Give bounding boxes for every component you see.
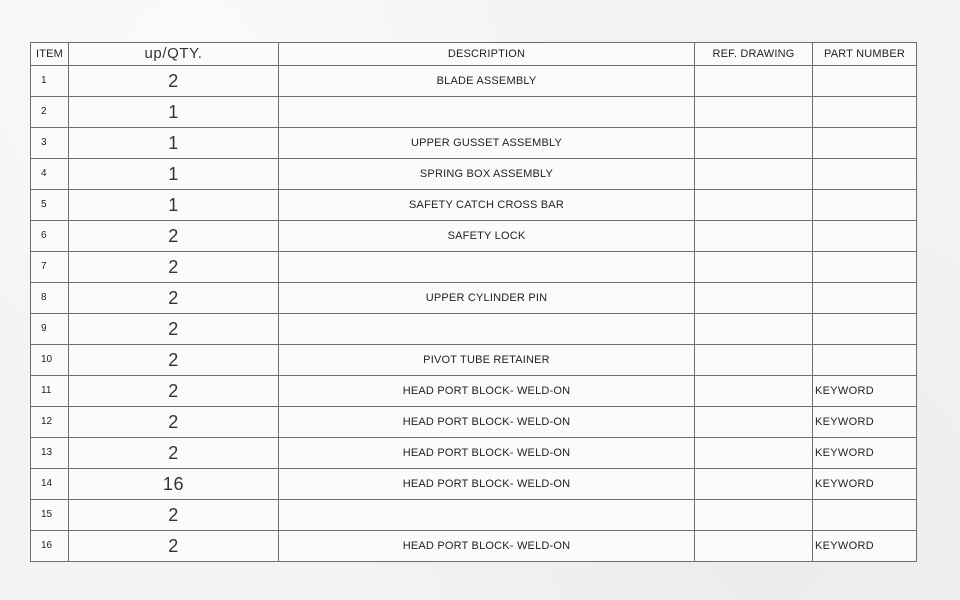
cell-qty: 2 bbox=[69, 531, 279, 562]
cell-item: 6 bbox=[31, 221, 69, 252]
cell-item: 2 bbox=[31, 97, 69, 128]
cell-item: 5 bbox=[31, 190, 69, 221]
cell-qty: 2 bbox=[69, 438, 279, 469]
cell-qty: 1 bbox=[69, 190, 279, 221]
header-item: ITEM bbox=[31, 43, 69, 66]
cell-qty: 16 bbox=[69, 469, 279, 500]
header-description: DESCRIPTION bbox=[279, 43, 695, 66]
table-row bbox=[31, 407, 917, 438]
table-row bbox=[31, 314, 917, 345]
table-row bbox=[31, 345, 917, 376]
cell-qty: 2 bbox=[69, 314, 279, 345]
cell-description: HEAD PORT BLOCK- WELD-ON bbox=[279, 407, 695, 438]
header-part-number: PART NUMBER bbox=[813, 43, 917, 66]
cell-description: SPRING BOX ASSEMBLY bbox=[279, 159, 695, 190]
cell-part-number bbox=[813, 128, 917, 159]
cell-part-number: KEYWORD bbox=[813, 376, 917, 407]
cell-item: 7 bbox=[31, 252, 69, 283]
header-qty: up/QTY. bbox=[69, 43, 279, 66]
cell-ref-drawing bbox=[695, 376, 813, 407]
cell-part-number: KEYWORD bbox=[813, 531, 917, 562]
table-header bbox=[31, 43, 917, 66]
table-row bbox=[31, 376, 917, 407]
cell-description: HEAD PORT BLOCK- WELD-ON bbox=[279, 531, 695, 562]
cell-description bbox=[279, 500, 695, 531]
table-row bbox=[31, 221, 917, 252]
cell-item: 11 bbox=[31, 376, 69, 407]
cell-item: 13 bbox=[31, 438, 69, 469]
cell-item: 3 bbox=[31, 128, 69, 159]
cell-item: 12 bbox=[31, 407, 69, 438]
cell-qty: 2 bbox=[69, 376, 279, 407]
cell-part-number bbox=[813, 283, 917, 314]
cell-item: 8 bbox=[31, 283, 69, 314]
cell-part-number bbox=[813, 66, 917, 97]
cell-item: 4 bbox=[31, 159, 69, 190]
table-row bbox=[31, 128, 917, 159]
cell-ref-drawing bbox=[695, 221, 813, 252]
cell-ref-drawing bbox=[695, 97, 813, 128]
cell-part-number bbox=[813, 190, 917, 221]
cell-ref-drawing bbox=[695, 469, 813, 500]
cell-part-number: KEYWORD bbox=[813, 469, 917, 500]
cell-qty: 2 bbox=[69, 345, 279, 376]
cell-ref-drawing bbox=[695, 345, 813, 376]
cell-ref-drawing bbox=[695, 438, 813, 469]
table-body bbox=[31, 66, 917, 562]
cell-description: PIVOT TUBE RETAINER bbox=[279, 345, 695, 376]
table-row bbox=[31, 283, 917, 314]
cell-part-number bbox=[813, 314, 917, 345]
cell-part-number bbox=[813, 345, 917, 376]
cell-description: UPPER CYLINDER PIN bbox=[279, 283, 695, 314]
header-row bbox=[31, 43, 917, 66]
cell-description bbox=[279, 97, 695, 128]
cell-description: SAFETY LOCK bbox=[279, 221, 695, 252]
cell-ref-drawing bbox=[695, 252, 813, 283]
cell-item: 10 bbox=[31, 345, 69, 376]
table-row bbox=[31, 97, 917, 128]
cell-part-number bbox=[813, 252, 917, 283]
bill-of-materials-table bbox=[30, 42, 917, 562]
table-row bbox=[31, 531, 917, 562]
table-row bbox=[31, 438, 917, 469]
header-ref-drawing: REF. DRAWING bbox=[695, 43, 813, 66]
table-row bbox=[31, 469, 917, 500]
cell-ref-drawing bbox=[695, 66, 813, 97]
cell-ref-drawing bbox=[695, 500, 813, 531]
cell-item: 14 bbox=[31, 469, 69, 500]
cell-part-number bbox=[813, 159, 917, 190]
cell-part-number bbox=[813, 221, 917, 252]
cell-qty: 2 bbox=[69, 500, 279, 531]
cell-part-number: KEYWORD bbox=[813, 438, 917, 469]
cell-ref-drawing bbox=[695, 128, 813, 159]
cell-description: SAFETY CATCH CROSS BAR bbox=[279, 190, 695, 221]
table-row bbox=[31, 190, 917, 221]
cell-qty: 2 bbox=[69, 66, 279, 97]
cell-item: 1 bbox=[31, 66, 69, 97]
cell-ref-drawing bbox=[695, 159, 813, 190]
cell-qty: 2 bbox=[69, 221, 279, 252]
cell-item: 15 bbox=[31, 500, 69, 531]
cell-qty: 2 bbox=[69, 252, 279, 283]
cell-description bbox=[279, 314, 695, 345]
cell-description: BLADE ASSEMBLY bbox=[279, 66, 695, 97]
table-row bbox=[31, 500, 917, 531]
cell-part-number bbox=[813, 97, 917, 128]
cell-description: HEAD PORT BLOCK- WELD-ON bbox=[279, 438, 695, 469]
table-row bbox=[31, 252, 917, 283]
cell-qty: 2 bbox=[69, 407, 279, 438]
cell-description: UPPER GUSSET ASSEMBLY bbox=[279, 128, 695, 159]
cell-description: HEAD PORT BLOCK- WELD-ON bbox=[279, 469, 695, 500]
cell-part-number: KEYWORD bbox=[813, 407, 917, 438]
cell-description: HEAD PORT BLOCK- WELD-ON bbox=[279, 376, 695, 407]
cell-description bbox=[279, 252, 695, 283]
cell-qty: 1 bbox=[69, 97, 279, 128]
cell-item: 16 bbox=[31, 531, 69, 562]
cell-ref-drawing bbox=[695, 190, 813, 221]
cell-ref-drawing bbox=[695, 314, 813, 345]
cell-item: 9 bbox=[31, 314, 69, 345]
table-row bbox=[31, 66, 917, 97]
cell-ref-drawing bbox=[695, 407, 813, 438]
cell-ref-drawing bbox=[695, 283, 813, 314]
cell-ref-drawing bbox=[695, 531, 813, 562]
cell-qty: 1 bbox=[69, 128, 279, 159]
cell-part-number bbox=[813, 500, 917, 531]
table-row bbox=[31, 159, 917, 190]
cell-qty: 2 bbox=[69, 283, 279, 314]
cell-qty: 1 bbox=[69, 159, 279, 190]
